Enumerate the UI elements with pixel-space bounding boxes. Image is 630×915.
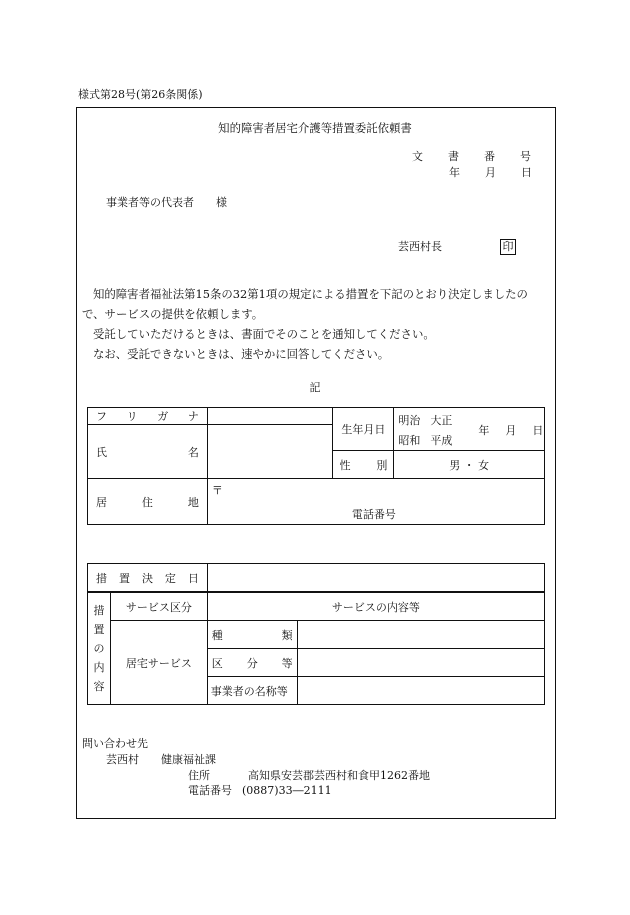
birthdate-label: 生年月日 — [333, 408, 394, 451]
address-label: 居 住 地 — [88, 479, 208, 525]
decision-date-table — [87, 563, 545, 592]
name-field[interactable] — [207, 425, 333, 479]
provider-field[interactable] — [297, 677, 544, 705]
contact-heading: 問い合わせ先 — [82, 737, 148, 750]
sex-options[interactable]: 男 ・ 女 — [394, 451, 545, 479]
issuer-line — [398, 238, 516, 255]
home-service-label: 居宅サービス — [110, 621, 207, 705]
body-line-1a: 知的障害者福祉法第15条の32第1項の規定による措置を下記のとおり決定しましたの — [93, 287, 528, 301]
division-field[interactable] — [297, 649, 544, 677]
furigana-label: フ リ ガ ナ — [88, 408, 208, 425]
furigana-field[interactable] — [207, 408, 333, 425]
address-field[interactable] — [207, 479, 544, 525]
body-line-3: なお、受託できないときは、速やかに回答してください。 — [93, 347, 390, 361]
doc-number-label: 文 書 番 号 — [412, 150, 531, 163]
addressee: 事業者等の代表者 様 — [106, 196, 227, 209]
ki-heading: 記 — [309, 381, 321, 394]
measure-content-vertical-label: 措 置 の 内 容 — [88, 593, 111, 705]
division-label: 区 分 等 — [207, 649, 297, 677]
decision-date-label: 措 置 決 定 日 — [88, 564, 208, 592]
form-number: 様式第28号(第26条関係) — [78, 88, 203, 101]
service-content-label: サービスの内容等 — [207, 593, 544, 621]
type-label: 種 類 — [207, 621, 297, 649]
seal-mark: 印 — [500, 239, 516, 255]
contact-phone-line: 電話番号 (0887)33―2111 — [188, 784, 332, 797]
date-line: 年 月 日 — [449, 166, 532, 179]
decision-date-field[interactable] — [207, 564, 544, 592]
contact-org-line: 芸西村 健康福祉課 — [106, 753, 216, 766]
measure-content-table — [87, 592, 545, 705]
document-title: 知的障害者居宅介護等措置委託依頼書 — [218, 121, 412, 135]
era-row-2: 昭和 平成 — [398, 434, 453, 447]
sex-label: 性 別 — [333, 451, 394, 479]
person-table — [87, 407, 545, 525]
type-field[interactable] — [297, 621, 544, 649]
contact-address-line: 住所 高知県安芸郡芸西村和食甲1262番地 — [188, 769, 430, 782]
provider-label: 事業者の名称等 — [207, 677, 297, 705]
birthdate-field[interactable] — [394, 408, 545, 451]
issuer-name: 芸西村長 — [398, 240, 442, 253]
body-line-2: 受託していただけるときは、書面でそのことを通知してください。 — [93, 327, 435, 341]
postal-mark: 〒 — [211, 483, 223, 497]
birth-ymd: 年 月 日 — [478, 424, 544, 437]
name-label: 氏 名 — [88, 425, 208, 479]
era-row-1: 明治 大正 — [398, 414, 453, 427]
phone-label: 電話番号 — [351, 507, 396, 521]
service-category-label: サービス区分 — [110, 593, 207, 621]
body-line-1b: で、サービスの提供を依頼します。 — [82, 307, 264, 321]
